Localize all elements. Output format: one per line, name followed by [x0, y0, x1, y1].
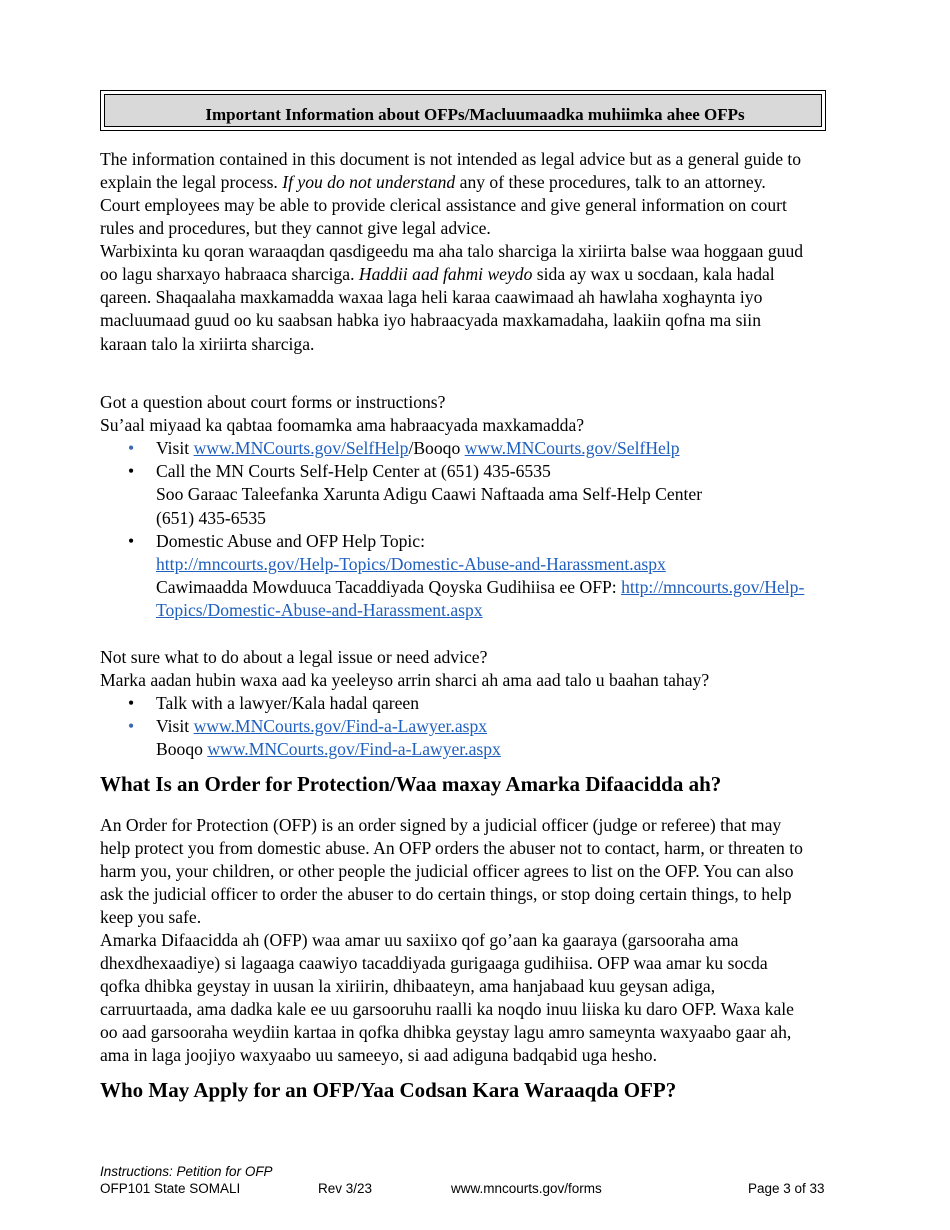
find-lawyer-somali: Booqo www.MNCourts.gov/Find-a-Lawyer.aspx: [156, 739, 501, 759]
somali-intro-line-2: oo lagu sharxayo habraaca sharciga. Haddii aad fahmi weydo sida ay wax u socdaan, kala hadal: [100, 264, 775, 284]
help-topic-line-1: Domestic Abuse and OFP Help Topic:: [156, 531, 426, 551]
help-topic-link-somali-cont[interactable]: Topics/Domestic-Abuse-and-Harassment.aspx: [156, 600, 483, 620]
intro-line-2: explain the legal process. If you do not understand any of these procedures, talk to an attorney.: [100, 172, 766, 192]
help-topic-link[interactable]: http://mncourts.gov/Help-Topics/Domestic-Abuse-and-Harassment.aspx: [156, 554, 666, 574]
bullet-icon: •: [128, 693, 135, 713]
selfhelp-link-somali[interactable]: www.MNCourts.gov/SelfHelp: [464, 438, 680, 458]
info-box-title: Important Information about OFPs/Macluumaadka muhiimka ahee OFPs: [205, 105, 745, 124]
call-center-line-2: Soo Garaac Taleefanka Xarunta Adigu Caawi Naftaada ama Self-Help Center: [156, 484, 703, 504]
bullet-icon: •: [128, 461, 135, 481]
intro-line-3: Court employees may be able to provide clerical assistance and give general information on court: [100, 195, 787, 215]
selfhelp-link[interactable]: www.MNCourts.gov/SelfHelp: [193, 438, 409, 458]
intro-line-4: rules and procedures, but they cannot give legal advice.: [100, 218, 491, 238]
lawyer-item: Talk with a lawyer/Kala hadal qareen: [156, 693, 420, 713]
somali-intro-line-3: qareen. Shaqaalaha maxkamadda waxaa laga heli karaa caawimaad ah hawlaha xoghaynta iyo: [100, 287, 763, 307]
question-line-1: Got a question about court forms or instructions?: [100, 392, 446, 412]
call-center-line-1: Call the MN Courts Self-Help Center at (651) 435-6535: [156, 461, 551, 481]
question-line-2: Su’aal miyaad ka qabtaa foomamka ama habraacyada maxkamadda?: [100, 415, 585, 435]
section-heading-who-may-apply: Who May Apply for an OFP/Yaa Codsan Kara Waraaqda OFP?: [100, 1078, 677, 1102]
bullet-icon: •: [128, 716, 135, 736]
selfhelp-item: Visit www.MNCourts.gov/SelfHelp/Booqo www.MNCourts.gov/SelfHelp: [156, 438, 680, 458]
somali-intro-line-1: Warbixinta ku qoran waraaqdan qasdigeedu ma aha talo sharciga la xiriirta balse waa hoggaan guud: [100, 241, 804, 261]
ofp-somali-line-3: qofka dhibka geystay in uusan la xiriirin, dhibaateyn, ama hanjabaad kuu geysan adiga,: [100, 976, 716, 996]
ofp-para-line-3: harm you, your children, or other people the judicial officer agrees to list on the OFP. You can also: [100, 861, 794, 881]
find-lawyer-item: Visit www.MNCourts.gov/Find-a-Lawyer.aspx: [156, 716, 488, 736]
help-topic-somali-line-2: [156, 599, 483, 621]
advice-line-2: Marka aadan hubin waxa aad ka yeeleyso arrin sharci ah ama aad talo u baahan tahay?: [100, 670, 710, 690]
ofp-somali-line-1: Amarka Difaacidda ah (OFP) waa amar uu saxiixo qof go’aan ka gaaraya (garsooraha ama: [100, 930, 739, 950]
footer-url: www.mncourts.gov/forms: [451, 1181, 602, 1196]
ofp-para-line-4: ask the judicial officer to order the abuser to do certain things, or stop doing certain things, to help: [100, 884, 792, 904]
ofp-somali-line-5: oo aad garsooraha weydiin kartaa in qofka dhibka geystay lagu amro sameynta waxyaabo gaar ah,: [100, 1022, 792, 1042]
section-heading-ofp: What Is an Order for Protection/Waa maxay Amarka Difaacidda ah?: [100, 772, 722, 796]
ofp-para-line-1: An Order for Protection (OFP) is an order signed by a judicial officer (judge or referee) that may: [100, 815, 782, 835]
ofp-para-line-5: keep you safe.: [100, 907, 202, 927]
bullet-icon: •: [128, 531, 135, 551]
help-topic-somali-line: Cawimaadda Mowduuca Tacaddiyada Qoyska Gudihiisa ee OFP: http://mncourts.gov/Help-: [156, 577, 805, 597]
ofp-somali-line-6: ama in laga joojiyo waxyaabo uu sameeyo, si aad adiguna badqabid uga hesho.: [100, 1045, 657, 1065]
find-lawyer-link-somali[interactable]: www.MNCourts.gov/Find-a-Lawyer.aspx: [207, 739, 501, 759]
bullet-icon: •: [128, 438, 135, 458]
footer-revision: Rev 3/23: [318, 1181, 373, 1196]
ofp-somali-line-2: dhexdhexaadiye) si lagaaga caawiyo tacaddiyada gurigaaga gudihiisa. OFP waa amar ku socda: [100, 953, 768, 973]
call-center-line-3: (651) 435-6535: [156, 508, 266, 528]
footer-title: Instructions: Petition for OFP: [100, 1164, 273, 1179]
advice-line-1: Not sure what to do about a legal issue or need advice?: [100, 647, 488, 667]
help-topic-link-line: [156, 553, 666, 575]
footer-form-id: OFP101 State SOMALI: [100, 1181, 241, 1196]
find-lawyer-link[interactable]: www.MNCourts.gov/Find-a-Lawyer.aspx: [193, 716, 488, 736]
help-topic-link-somali[interactable]: http://mncourts.gov/Help-: [621, 577, 805, 597]
intro-line-1: The information contained in this document is not intended as legal advice but as a general guide to: [100, 149, 802, 169]
footer-page-number: Page 3 of 33: [748, 1181, 825, 1196]
somali-intro-line-5: karaan talo la xiriirta sharciga.: [100, 334, 315, 354]
ofp-para-line-2: help protect you from domestic abuse. An OFP orders the abuser not to contact, harm, or threaten to: [100, 838, 803, 858]
somali-intro-line-4: macluumaad guud oo ku saabsan habka iyo habraacyada maxkamadaha, laakiin qofna ma siin: [100, 310, 761, 330]
ofp-somali-line-4: carruurtaada, ama dadka kale ee uu garsooruhu raalli ka noqdo inuu liiska ku daro OFP. Waxa kale: [100, 999, 794, 1019]
